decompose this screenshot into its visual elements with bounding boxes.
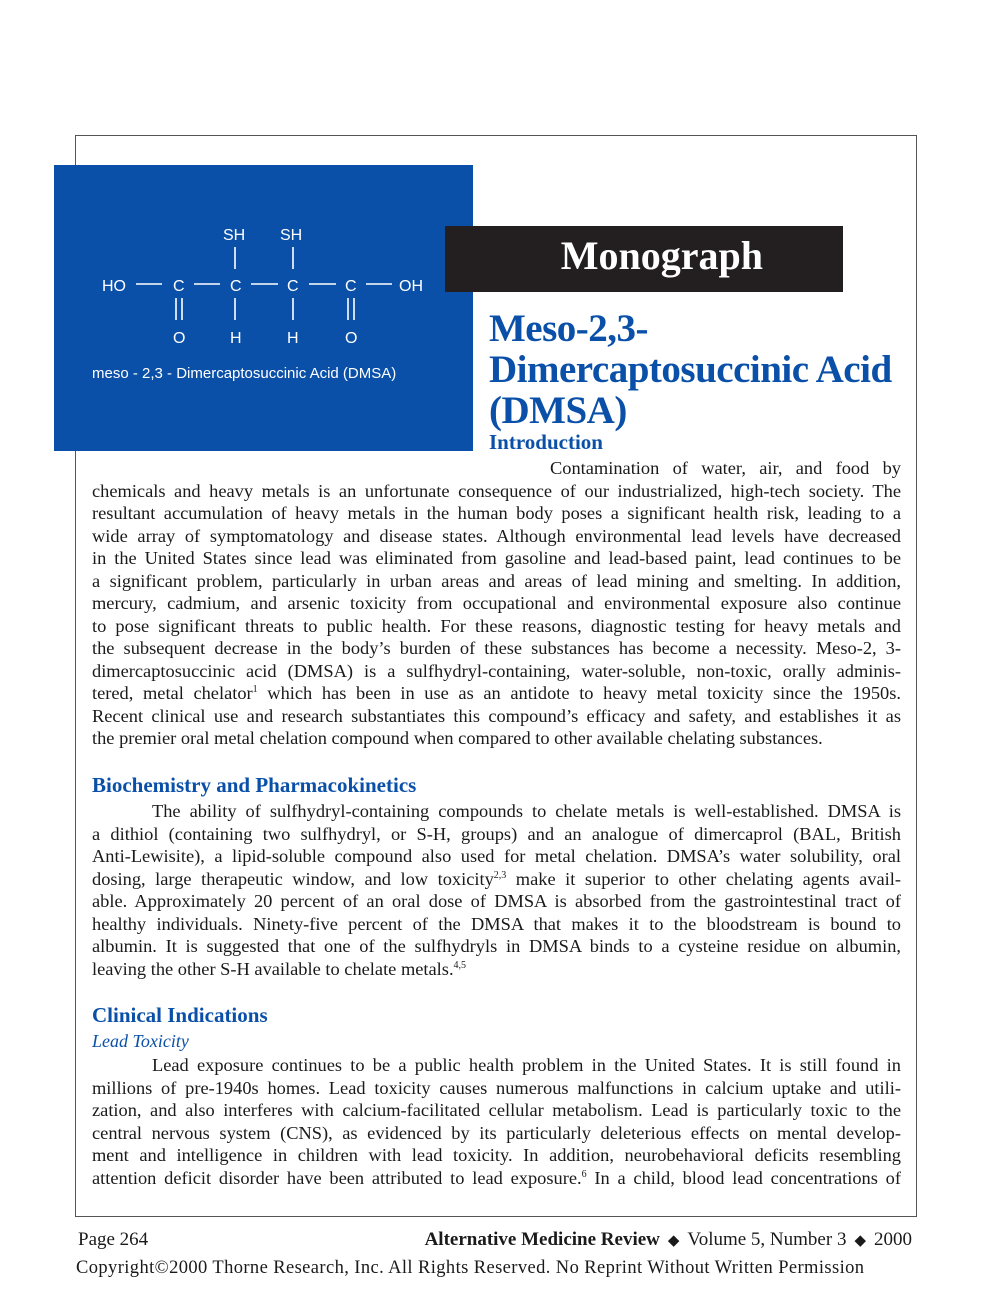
text-line: in the United States since lead was eliminated from gasoline and lead-based paint, lead continues to be <box>92 548 901 568</box>
text-line: Contamination of water, air, and food by <box>550 458 901 478</box>
text-line: healthy individuals. Ninety-five percent of the DMSA that makes it to the bloodstream is bound to <box>92 913 901 934</box>
text-line: albumin. It is suggested that one of the sulfhydryls in DMSA binds to a cysteine residue on albumin, <box>92 936 901 956</box>
text-line: Recent clinical use and research substantiates this compound’s efficacy and safety, and establishes it as <box>92 705 901 726</box>
text-line: the subsequent decrease in the body’s burden of these substances has become a necessity. Meso-2, 3- <box>92 638 901 658</box>
structure-panel <box>54 165 473 451</box>
citation-1: 1 <box>252 683 258 695</box>
atom-sh-1: SH <box>223 227 246 244</box>
atom-h-1: H <box>230 330 242 347</box>
text-line: central nervous system (CNS), as evidenced by its particularly deleterious effects on mental develop- <box>92 1122 901 1143</box>
copyright-notice: Copyright©2000 Thorne Research, Inc. All Rights Reserved. No Reprint Without Written Permission <box>76 1258 865 1278</box>
title-line-2: Dimercaptosuccinic Acid <box>489 348 892 391</box>
text-line: ment and intelligence in children with lead toxicity. In addition, neurobehavioral deficits resembling <box>92 1145 901 1165</box>
monograph-banner <box>445 226 843 292</box>
lead-toxicity-subheading: Lead Toxicity <box>92 1031 189 1051</box>
text-line: to pose significant threats to public health. For these reasons, diagnostic testing for heavy metals and <box>92 615 901 636</box>
page-number: Page 264 <box>78 1229 149 1250</box>
journal-info <box>425 1229 912 1251</box>
atom-o-2: O <box>345 330 358 347</box>
clinical-paragraph <box>92 1054 901 1189</box>
text-line <box>92 868 901 891</box>
dmsa-structure-diagram <box>54 165 473 451</box>
text-line: millions of pre-1940s homes. Lead toxicity causes numerous malfunctions in calcium uptake and utili- <box>92 1077 901 1098</box>
journal-name: Alternative Medicine Review <box>424 1229 660 1250</box>
citation-2-3: 2,3 <box>493 869 507 881</box>
text-line: resultant accumulation of heavy metals in the human body poses a significant health risk, leading to a <box>92 503 901 523</box>
text-line: chemicals and heavy metals is an unfortunate consequence of our industrialized, high-tech society. The <box>92 480 901 501</box>
atom-o-1: O <box>173 330 186 347</box>
text-line <box>92 958 901 981</box>
text-segment: In a child, blood lead concentrations of <box>586 1167 901 1188</box>
title-line-3: (DMSA) <box>489 389 627 432</box>
atom-c2: C <box>230 278 242 295</box>
text-segment: dosing, large therapeutic window, and low toxicity <box>92 868 494 889</box>
diamond-icon: ◆ <box>667 1231 680 1249</box>
structure-caption: meso - 2,3 - Dimercaptosuccinic Acid (DMSA) <box>92 365 397 382</box>
text-line <box>92 682 901 705</box>
atom-c1: C <box>173 278 185 295</box>
text-line: able. Approximately 20 percent of an oral dose of DMSA is absorbed from the gastrointestinal tract of <box>92 891 901 911</box>
text-segment: tered, metal chelator <box>92 683 253 703</box>
atom-oh: OH <box>399 278 423 295</box>
text-segment: attention deficit disorder have been attributed to lead exposure. <box>92 1167 582 1188</box>
citation-4-5: 4,5 <box>453 959 467 971</box>
intro-heading: Introduction <box>489 430 603 454</box>
atom-h-2: H <box>287 330 299 347</box>
text-line: wide array of symptomatology and disease states. Although environmental lead levels have decreased <box>92 525 901 546</box>
text-line: dimercaptosuccinic acid (DMSA) is a sulfhydryl-containing, water-soluble, non-toxic, orally adminis- <box>92 660 901 681</box>
journal-year: 2000 <box>874 1229 912 1250</box>
text-line <box>92 1167 901 1190</box>
text-line: the premier oral metal chelation compound when compared to other available chelating substances. <box>92 728 823 748</box>
text-line: a dithiol (containing two sulfhydryl, or S-H, groups) and an analogue of dimercaprol (BAL, British <box>92 823 901 844</box>
atom-ho: HO <box>102 278 126 295</box>
atom-c4: C <box>345 278 357 295</box>
text-line: Lead exposure continues to be a public health problem in the United States. It is still found in <box>152 1055 901 1075</box>
article-title <box>489 308 909 431</box>
atom-c3: C <box>287 278 299 295</box>
diamond-icon: ◆ <box>854 1231 866 1249</box>
atom-sh-2: SH <box>280 227 303 244</box>
monograph-label: Monograph <box>560 233 763 278</box>
text-line: a significant problem, particularly in urban areas and areas of lead mining and smelting. In addition, <box>92 570 901 591</box>
journal-volume: Volume 5, Number 3 <box>687 1229 847 1250</box>
biochem-paragraph <box>92 800 901 980</box>
text-line: mercury, cadmium, and arsenic toxicity from occupational and environmental exposure also continue <box>92 593 901 613</box>
text-segment: leaving the other S-H available to chelate metals. <box>92 958 454 979</box>
biochem-heading: Biochemistry and Pharmacokinetics <box>92 773 417 797</box>
text-line: The ability of sulfhydryl-containing compounds to chelate metals is well-established. DMSA is <box>152 801 901 821</box>
text-line: Anti-Lewisite), a lipid-soluble compound also used for metal chelation. DMSA’s water solubility, oral <box>92 846 901 866</box>
text-segment: which has been in use as an antidote to heavy metal toxicity since the 1950s. <box>257 683 901 703</box>
text-line: zation, and also interferes with calcium-facilitated cellular metabolism. Lead is particularly toxic to the <box>92 1100 901 1120</box>
text-segment: make it superior to other chelating agents avail- <box>506 868 901 889</box>
clinical-heading: Clinical Indications <box>92 1003 268 1027</box>
intro-paragraph <box>92 457 901 750</box>
citation-6: 6 <box>581 1168 587 1180</box>
title-line-1: Meso-2,3- <box>489 307 649 350</box>
